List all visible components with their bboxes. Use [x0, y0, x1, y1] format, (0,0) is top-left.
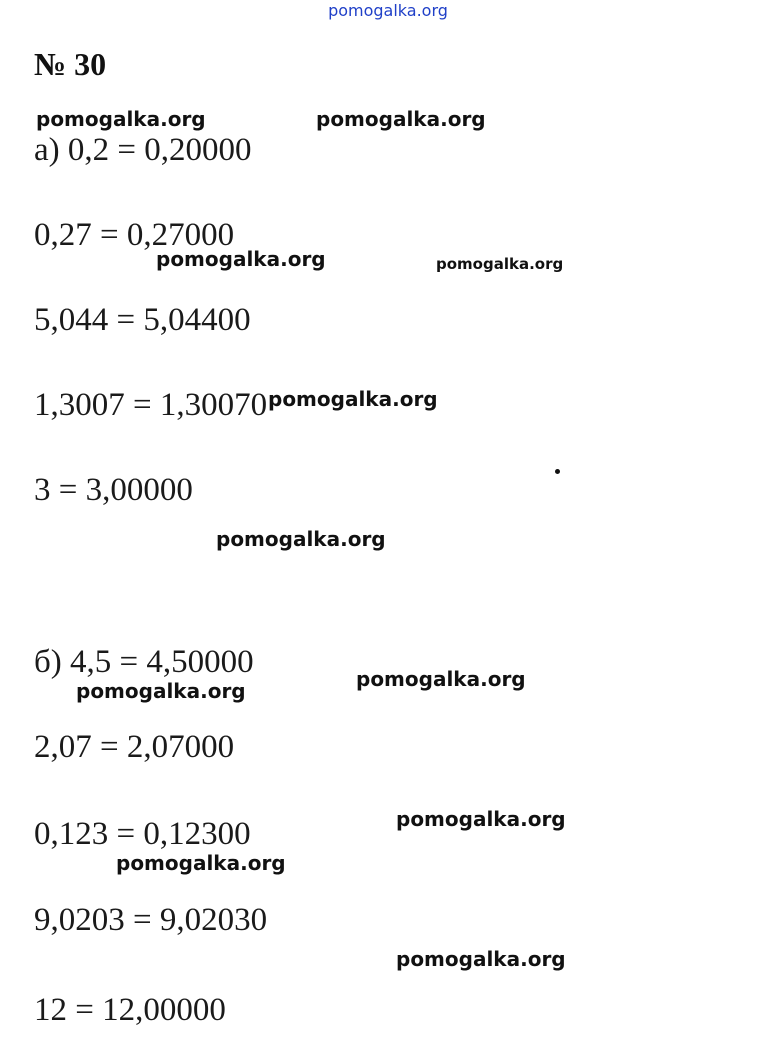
equation-a-2: 0,27 = 0,27000 — [34, 217, 235, 253]
equation-b-5: 12 = 12,00000 — [34, 992, 226, 1028]
watermark: pomogalka.org — [396, 807, 566, 831]
equation-a-5: 3 = 3,00000 — [34, 472, 193, 508]
watermark: pomogalka.org — [356, 667, 526, 691]
watermark: pomogalka.org — [116, 851, 286, 875]
equation-a-3: 5,044 = 5,04400 — [34, 302, 251, 338]
watermark: pomogalka.org — [268, 387, 438, 411]
watermark: pomogalka.org — [316, 107, 486, 131]
equation-a-1: а) 0,2 = 0,20000 — [34, 132, 252, 168]
equation-b-4: 9,0203 = 9,02030 — [34, 902, 268, 938]
stray-dot — [555, 469, 560, 474]
watermark: pomogalka.org — [396, 947, 566, 971]
problem-number: № 30 — [34, 46, 107, 82]
watermark: pomogalka.org — [76, 679, 246, 703]
watermark: pomogalka.org — [436, 255, 564, 273]
equation-a-4: 1,3007 = 1,30070 — [34, 387, 268, 423]
watermark: pomogalka.org — [36, 107, 206, 131]
equation-b-2: 2,07 = 2,07000 — [34, 729, 235, 765]
watermark: pomogalka.org — [216, 527, 386, 551]
header-site-link[interactable]: pomogalka.org — [328, 1, 448, 20]
watermark: pomogalka.org — [156, 247, 326, 271]
equation-b-3: 0,123 = 0,12300 — [34, 816, 251, 852]
equation-b-1: б) 4,5 = 4,50000 — [34, 644, 254, 680]
